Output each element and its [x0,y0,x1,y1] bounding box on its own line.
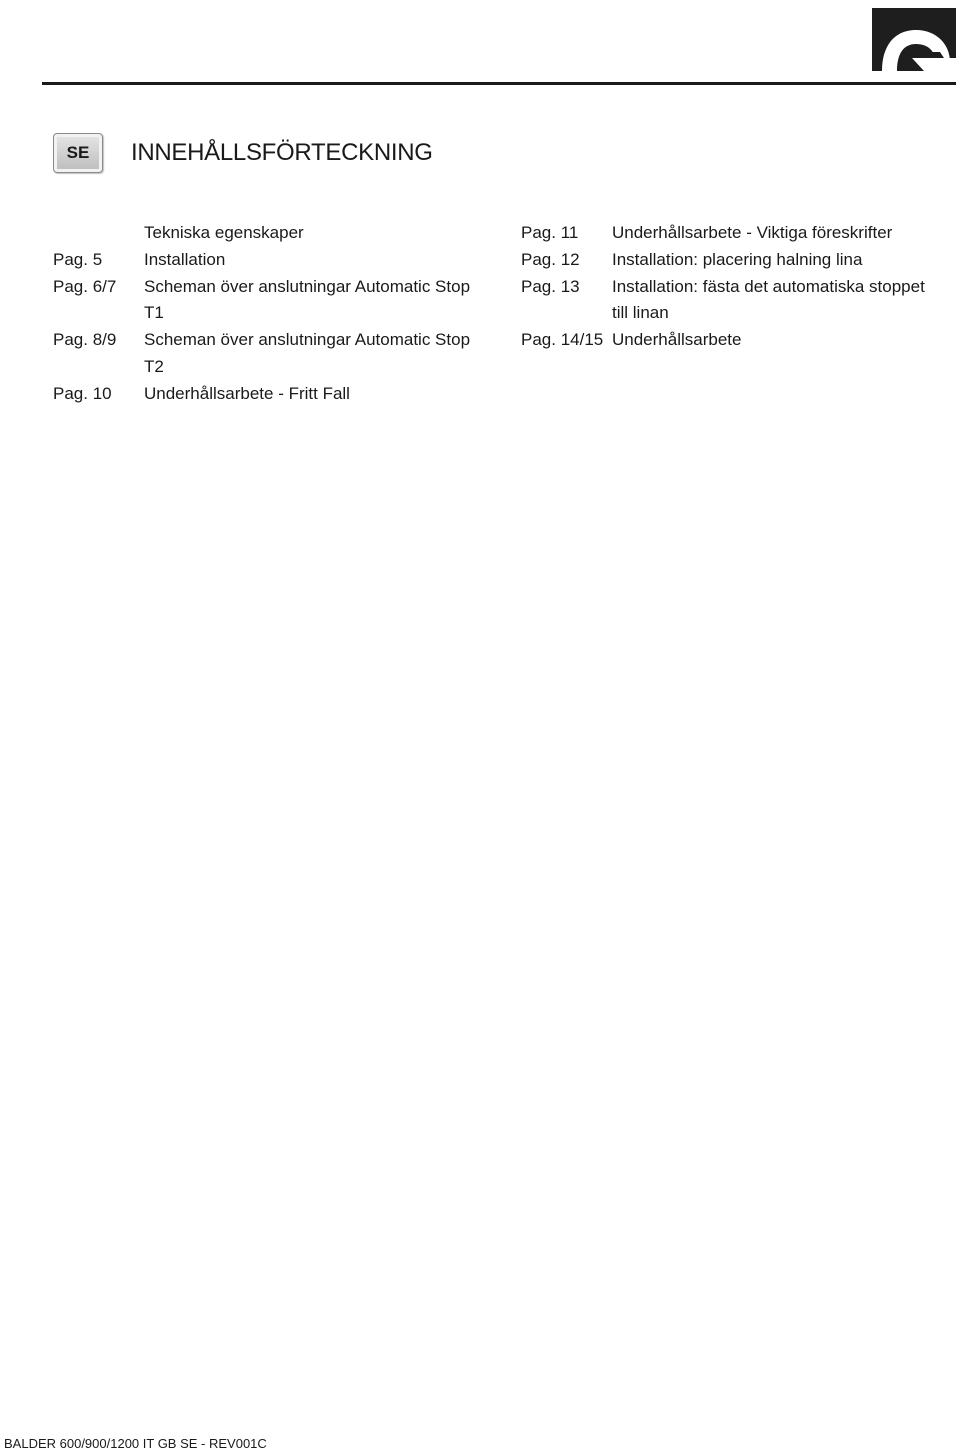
toc-entry-title-block [612,274,955,328]
toc-entry [521,247,955,274]
toc-page-number: Pag. 12 [521,249,580,269]
toc-page-number: Pag. 11 [521,223,579,242]
language-badge: SE [53,133,103,173]
toc-entry-title: Installation [144,249,226,269]
toc-entry [53,274,493,328]
toc-page-number: Pag. 8/9 [53,330,117,350]
toc-entry [521,220,955,247]
toc-entry-title: Underhållsarbete - Viktiga föreskrifter [612,223,893,242]
toc-entry-title-continuation: till linan [612,303,669,323]
toc-entry [53,220,493,247]
toc-entry-title: Tekniska egenskaper [144,223,304,242]
toc-right-column [521,220,955,354]
document-footer: BALDER 600/900/1200 IT GB SE - REV001C [4,1436,267,1451]
toc-page-number: Pag. 10 [53,383,112,403]
page-title: INNEHÅLLSFÖRTECKNING [131,139,433,166]
toc-entry [53,327,493,381]
toc-entry-title: Underhållsarbete - Fritt Fall [144,383,350,403]
toc-entry-title: Scheman över anslutningar Automatic Stop T1 [144,276,471,323]
toc-page-number [53,220,144,247]
toc-page-number: Pag. 13 [521,276,580,296]
toc-page-number: Pag. 5 [53,249,103,269]
toc-entry-title: Underhållsarbete [612,330,742,350]
toc-entry [53,381,493,408]
toc-entry-title: Scheman över anslutningar Automatic Stop T2 [144,330,471,376]
toc-entry-title: Installation: fästa det automatiska stoppet [612,276,925,296]
toc-entry [53,247,493,274]
toc-entry [521,327,955,354]
toc-page-number: Pag. 6/7 [53,276,117,296]
brand-q-logo-icon [872,8,956,71]
header-divider [42,82,956,85]
toc-left-column [53,220,493,408]
toc-entry [521,274,955,328]
toc-entry-title: Installation: placering halning lina [612,249,863,269]
q-logo-icon [872,8,956,71]
toc-page-number: Pag. 14/15 [521,330,604,350]
